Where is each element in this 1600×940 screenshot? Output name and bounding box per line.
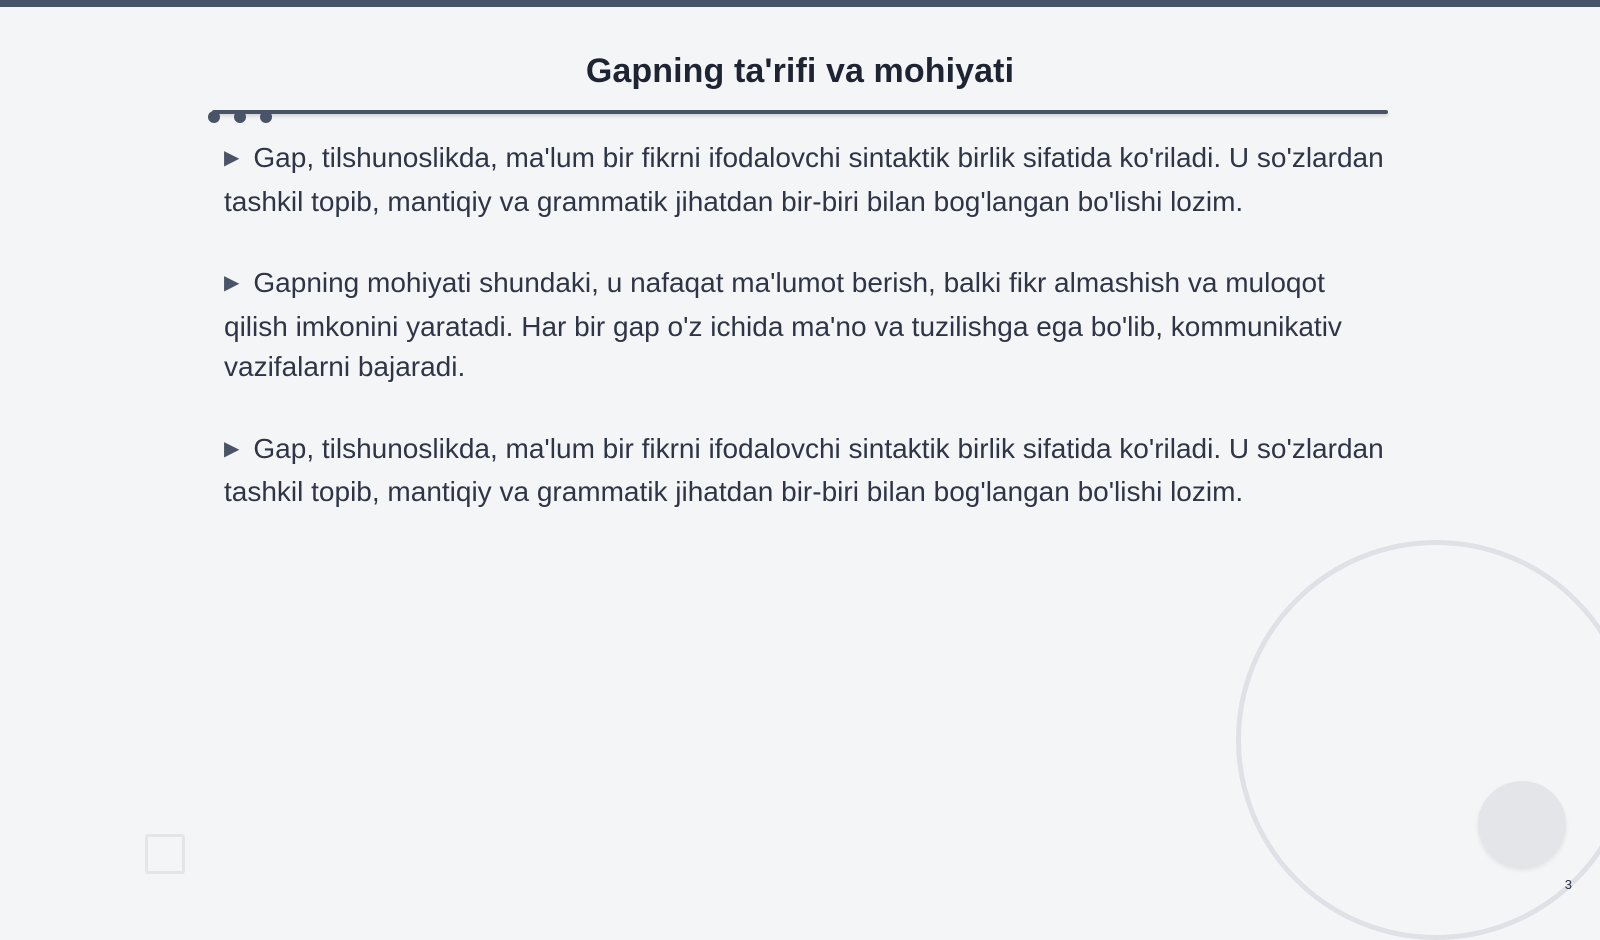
decorative-square xyxy=(145,834,185,874)
decoration-dot xyxy=(234,111,246,123)
paragraph-text: Gap, tilshunoslikda, ma'lum bir fikrni ifodalovchi sintaktik birlik sifatida ko'riladi. U so'zlardan tashkil topib, mantiqiy va grammatik jihatdan bir-biri bilan bog'langan bo'lishi lozim. xyxy=(224,142,1384,217)
slide-body xyxy=(224,138,1384,554)
decoration-dot xyxy=(260,111,272,123)
top-accent-bar xyxy=(0,0,1600,7)
bullet-paragraph xyxy=(224,263,1384,388)
triangle-right-icon: ▶ xyxy=(224,437,240,460)
triangle-right-icon: ▶ xyxy=(224,272,240,294)
decorative-circle xyxy=(1478,781,1566,867)
title-underline xyxy=(212,110,1388,114)
bullet-paragraph xyxy=(224,138,1384,222)
title-dots-decoration xyxy=(208,111,288,125)
decorative-ring xyxy=(1236,540,1600,940)
paragraph-text: Gap, tilshunoslikda, ma'lum bir fikrni ifodalovchi sintaktik birlik sifatida ko'riladi. U so'zlardan tashkil topib, mantiqiy va grammatik jihatdan bir-biri bilan bog'langan bo'lishi lozim. xyxy=(224,432,1384,507)
paragraph-text: Gapning mohiyati shundaki, u nafaqat ma'lumot berish, balki fikr almashish va muloqot qilish imkonini yaratadi. Har bir gap o'z ichida ma'no va tuzilishga ega bo'lib, kommunikativ vazifalarni bajaradi. xyxy=(224,267,1342,382)
page-number: 3 xyxy=(1564,877,1572,892)
decoration-dot xyxy=(208,111,220,123)
slide-title: Gapning ta'rifi va mohiyati xyxy=(585,52,1015,90)
triangle-right-icon: ▶ xyxy=(224,147,240,169)
bullet-paragraph xyxy=(224,429,1384,513)
